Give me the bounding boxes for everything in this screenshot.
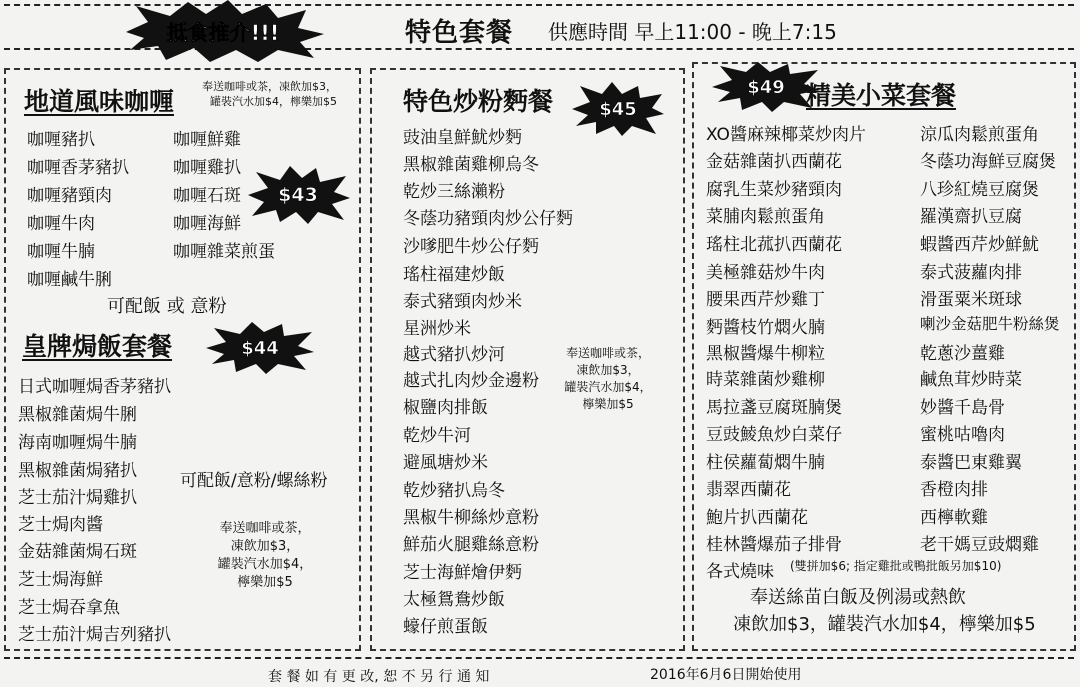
baked-note-line: 凍飲加$3， — [230, 539, 300, 554]
list-item: 豆豉鯪魚炒白菜仔 — [706, 425, 842, 445]
fried-note-line: 凍飲加$3， — [576, 363, 640, 377]
list-item: 蜜桃咕嚕肉 — [920, 425, 1005, 445]
dishes-offer: 奉送絲苗白飯及例湯或熱飲 — [750, 587, 966, 608]
badge-burst — [118, 0, 328, 64]
list-item: 冬蔭功豬頸肉炒公仔麪 — [403, 209, 573, 229]
list-item: 芝士茄汁焗雞扒 — [18, 488, 137, 508]
list-item: 腰果西芹炒雞丁 — [706, 290, 825, 310]
baked-note-line: 檸樂加$5 — [237, 575, 293, 590]
list-item: 太極鴛鴦炒飯 — [403, 590, 505, 610]
list-item: 鹹魚茸炒時菜 — [920, 370, 1022, 390]
list-item: 冬蔭功海鮮豆腐煲 — [920, 152, 1056, 172]
roast-label: 各式燒味 — [706, 562, 774, 582]
list-item: 蠔仔煎蛋飯 — [403, 617, 488, 637]
list-item: 妙醬千島骨 — [920, 398, 1005, 418]
list-item: 咖喱石斑 — [173, 186, 241, 206]
list-item: 沙嗲肥牛炒公仔麪 — [403, 237, 539, 257]
fried-note — [548, 345, 668, 413]
list-item: 瑤柱福建炒飯 — [403, 265, 505, 285]
list-item: 咖喱雞扒 — [173, 158, 241, 178]
list-item: 蝦醬西芹炒鮮魷 — [920, 235, 1039, 255]
list-item: 美極雜菇炒牛肉 — [706, 263, 825, 283]
list-item: 乾蔥沙薑雞 — [920, 344, 1005, 364]
list-item: 海南咖喱焗牛腩 — [18, 433, 137, 453]
dishes-section-title: 精美小菜套餐 — [806, 81, 957, 110]
list-item: 時菜雜菌炒雞柳 — [706, 370, 825, 390]
list-item: 咖喱雜菜煎蛋 — [173, 242, 275, 262]
dishes-drinks: 凍飲加$3，罐裝汽水加$4，檸樂加$5 — [733, 614, 1036, 635]
dishes-price: $49 — [747, 76, 785, 98]
curry-price-burst — [246, 164, 350, 226]
baked-price: $44 — [241, 337, 279, 359]
list-item: 咖喱豬扒 — [27, 130, 95, 150]
dishes-price-burst — [712, 62, 820, 112]
badge-text: 抵食推介!!! — [166, 21, 280, 45]
list-item: 鮮茄火腿雞絲意粉 — [403, 535, 539, 555]
curry-price: $43 — [278, 184, 318, 206]
list-item: 星洲炒米 — [403, 319, 471, 339]
list-item: 鮑片扒西蘭花 — [706, 508, 808, 528]
list-item: 喇沙金菇肥牛粉絲煲 — [920, 315, 1060, 333]
baked-section-title: 皇牌焗飯套餐 — [22, 332, 173, 361]
list-item: 瑤柱北菰扒西蘭花 — [706, 235, 842, 255]
list-item: 乾炒三絲瀨粉 — [403, 182, 505, 202]
list-item: 馬拉盞豆腐斑腩煲 — [706, 398, 842, 418]
list-item: 咖喱牛肉 — [27, 214, 95, 234]
curry-note-line1: 奉送咖啡或茶，凍飲加$3， — [202, 80, 337, 93]
list-item: 金菇雜菌扒西蘭花 — [706, 152, 842, 172]
bottom-divider — [4, 657, 1074, 659]
list-item: 芝士焗吞拿魚 — [18, 598, 120, 618]
list-item: 乾炒豬扒烏冬 — [403, 481, 505, 501]
list-item: 柱侯蘿蔔燜牛腩 — [706, 453, 825, 473]
curry-note-line2: 罐裝汽水加$4，檸樂加$5 — [210, 95, 337, 108]
list-item: 越式扎肉炒金邊粉 — [403, 371, 539, 391]
baked-note-line: 罐裝汽水加$4， — [217, 557, 313, 572]
list-item: 咖喱鹹牛脷 — [27, 270, 112, 290]
list-item: 芝士茄汁焗吉列豬扒 — [18, 625, 171, 645]
baked-option: 可配飯/意粉/螺絲粉 — [180, 471, 328, 491]
curry-section-title: 地道風味咖喱 — [24, 87, 175, 116]
list-item: 香橙肉排 — [920, 480, 988, 500]
list-item: 桂林醬爆茄子排骨 — [706, 535, 842, 555]
list-item: 黑椒雜菌焗豬扒 — [18, 461, 137, 481]
baked-price-burst — [206, 322, 314, 374]
list-item: 越式豬扒炒河 — [403, 345, 505, 365]
list-item: 黑椒醬爆牛柳粒 — [706, 344, 825, 364]
list-item: 泰醬巴東雞翼 — [920, 453, 1022, 473]
curry-option: 可配飯 或 意粉 — [107, 296, 227, 317]
baked-note — [200, 520, 330, 592]
list-item: 麪醬枝竹燜火腩 — [706, 318, 825, 338]
list-item: 乾炒牛河 — [403, 426, 471, 446]
service-hours: 供應時間 早上11:00 - 晚上7:15 — [548, 20, 837, 44]
list-item: 黑椒雜菌雞柳烏冬 — [403, 155, 539, 175]
fried-section-title: 特色炒粉麪餐 — [403, 87, 554, 116]
list-item: 涼瓜肉鬆煎蛋角 — [920, 125, 1039, 145]
list-item: 腐乳生菜炒豬頸肉 — [706, 180, 842, 200]
list-item: 咖喱海鮮 — [173, 214, 241, 234]
footer-notice: 套 餐 如 有 更 改, 恕 不 另 行 通 知 — [268, 669, 490, 685]
list-item: 芝士焗海鮮 — [18, 570, 103, 590]
baked-note-line: 奉送咖啡或茶， — [219, 521, 311, 536]
list-item: 椒鹽肉排飯 — [403, 398, 488, 418]
list-item: 日式咖喱焗香茅豬扒 — [18, 377, 171, 397]
list-item: 滑蛋粟米斑球 — [920, 290, 1022, 310]
fried-note-line: 檸樂加$5 — [582, 397, 634, 411]
list-item: 翡翠西蘭花 — [706, 480, 791, 500]
list-item: 泰式豬頸肉炒米 — [403, 292, 522, 312]
page-title: 特色套餐 — [405, 18, 514, 48]
list-item: 黑椒牛柳絲炒意粉 — [403, 508, 539, 528]
list-item: 芝士焗肉醬 — [18, 515, 103, 535]
list-item: 咖喱牛腩 — [27, 242, 95, 262]
fried-price-burst — [572, 82, 664, 136]
list-item: 泰式菠蘿肉排 — [920, 263, 1022, 283]
list-item: 避風塘炒米 — [403, 453, 488, 473]
list-item: 羅漢齋扒豆腐 — [920, 207, 1022, 227]
list-item: XO醬麻辣椰菜炒肉片 — [706, 125, 866, 145]
list-item: 金菇雜菌焗石斑 — [18, 542, 137, 562]
roast-note: (雙拼加$6; 指定雞批或鴨批飯另加$10) — [790, 559, 1002, 573]
list-item: 黑椒雜菌焗牛脷 — [18, 405, 137, 425]
list-item: 老干媽豆豉燜雞 — [920, 535, 1039, 555]
list-item: 豉油皇鮮魷炒麪 — [403, 128, 522, 148]
list-item: 芝士海鮮燴伊麪 — [403, 563, 522, 583]
list-item: 咖喱香茅豬扒 — [27, 158, 129, 178]
list-item: 菜脯肉鬆煎蛋角 — [706, 207, 825, 227]
fried-note-line: 罐裝汽水加$4， — [564, 380, 652, 394]
fried-price: $45 — [599, 98, 637, 120]
list-item: 八珍紅燒豆腐煲 — [920, 180, 1039, 200]
fried-note-line: 奉送咖啡或茶， — [565, 346, 650, 360]
list-item: 咖喱豬頸肉 — [27, 186, 112, 206]
footer-effective-date: 2016年6月6日開始使用 — [650, 667, 802, 683]
list-item: 咖喱鮮雞 — [173, 130, 241, 150]
list-item: 西檸軟雞 — [920, 508, 988, 528]
